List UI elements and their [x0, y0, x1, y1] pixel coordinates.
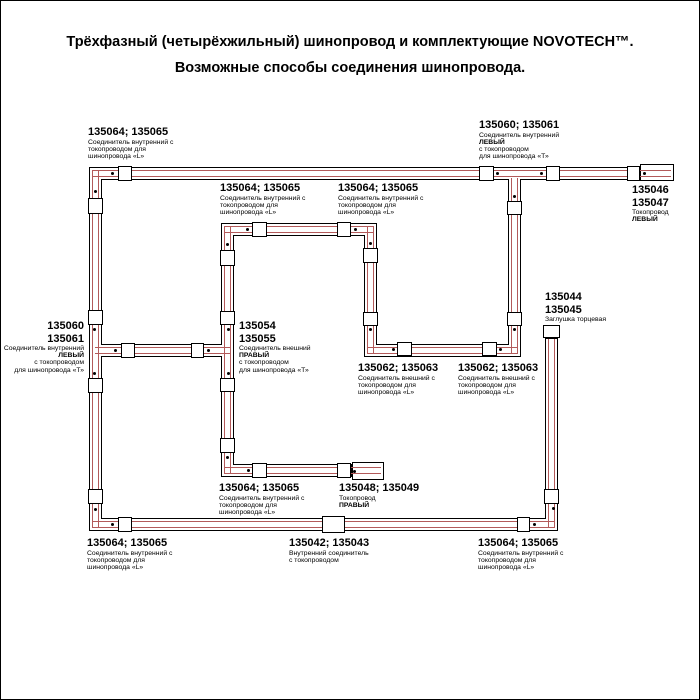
part-label: 135060 135061 Соединитель внутренний ЛЕВЫЙ с токопроводом для шинопровода «Т» [1, 320, 84, 374]
connector-box [220, 311, 235, 325]
connector-box [191, 343, 204, 358]
part-label: 135064; 135065 Соединитель внутренний с токопроводом для шинопровода «L» [220, 182, 306, 216]
part-number: 135054 [239, 320, 276, 332]
connection-dot [643, 172, 646, 175]
part-number: 135064; 135065 [220, 182, 301, 194]
connection-dot [227, 328, 230, 331]
part-number: 135061 [47, 332, 84, 345]
part-number: 135055 [239, 332, 276, 345]
part-number: 135060; 135061 [479, 119, 560, 131]
conductor-line [367, 226, 368, 353]
end-cap-fill [544, 326, 559, 337]
connector-box [88, 310, 103, 325]
conductor-line [373, 226, 374, 353]
connector-box [517, 517, 530, 532]
part-number: 135064; 135065 [88, 126, 169, 138]
connection-dot [246, 228, 249, 231]
conductor-line [92, 170, 93, 528]
connection-dot [496, 172, 499, 175]
part-label: 135062; 135063 Соединитель внешний с токопроводом для шинопровода «L» [358, 362, 439, 396]
connector-box [546, 166, 560, 181]
connector-box [220, 438, 235, 453]
connection-dot [93, 328, 96, 331]
connector-box [121, 343, 135, 358]
part-number: 135064; 135065 [219, 482, 300, 494]
connection-dot [207, 349, 210, 352]
part-label: 135064; 135065 Соединитель внутренний с токопроводом для шинопровода «L» [219, 482, 305, 516]
conductor-line [92, 170, 671, 171]
part-number: 135064; 135065 [478, 537, 559, 549]
part-label: 135060; 135061 Соединитель внутренний ЛЕВЫЙ с токопроводом для шинопровода «Т» [479, 119, 560, 161]
connector-box [88, 489, 103, 504]
title-line-1: Трёхфазный (четырёхжильный) шинопровод и комплектующие NOVOTECH™. [66, 34, 634, 50]
connector-box [337, 463, 351, 478]
conductor-line [98, 170, 99, 528]
part-label: 135064; 135065 Соединитель внутренний с токопроводом для шинопровода «L» [338, 182, 424, 216]
part-label: 135064; 135065 Соединитель внутренний с токопроводом для шинопровода «L» [87, 537, 173, 571]
connector-box [118, 517, 132, 532]
connection-dot [540, 172, 543, 175]
connection-dot [114, 349, 117, 352]
part-number: 135060 [47, 320, 84, 332]
connector-box [88, 198, 103, 214]
part-label: 135064; 135065 Соединитель внутренний с токопроводом для шинопровода «L» [88, 126, 174, 160]
conductor-line [224, 473, 381, 474]
conductor-line [95, 347, 230, 348]
connection-dot [353, 470, 356, 473]
connection-dot [93, 372, 96, 375]
part-number: 135044 [545, 291, 582, 303]
connection-dot [94, 508, 97, 511]
connector-box [220, 378, 235, 392]
page-title [1, 29, 699, 81]
part-label: 135054 135055 Соединитель внешний ПРАВЫЙ с токопроводом для шинопровода «Т» [239, 320, 311, 374]
connection-dot [369, 328, 372, 331]
part-number: 135042; 135043 [289, 537, 370, 549]
connector-box [252, 222, 267, 237]
connector-box [507, 201, 522, 215]
connection-dot [226, 243, 229, 246]
connector-box [322, 516, 345, 533]
connector-box [118, 166, 132, 181]
connector-box [482, 342, 497, 356]
part-label: 135064; 135065 Соединитель внутренний с токопроводом для шинопровода «L» [478, 537, 564, 571]
part-number: 135048; 135049 [339, 482, 420, 494]
part-number: 135046 [632, 184, 669, 196]
connection-dot [552, 507, 555, 510]
connector-box [363, 312, 378, 326]
part-number: 135045 [545, 303, 582, 316]
connector-box [252, 463, 267, 478]
part-number: 135062; 135063 [358, 362, 439, 374]
conductor-line [224, 467, 381, 468]
connection-dot [513, 195, 516, 198]
part-label: 135062; 135063 Соединитель внешний с токопроводом для шинопровода «L» [458, 362, 539, 396]
conductor-line [224, 226, 374, 227]
connection-dot [354, 228, 357, 231]
connection-dot [533, 523, 536, 526]
connection-dot [513, 328, 516, 331]
feed-connector-fill [353, 463, 383, 479]
conductor-line [95, 353, 230, 354]
connection-dot [392, 348, 395, 351]
connector-box [397, 342, 412, 356]
connection-dot [226, 456, 229, 459]
part-label: 135044 135045 Заглушка торцевая [545, 291, 607, 323]
connection-dot [94, 190, 97, 193]
connection-dot [111, 523, 114, 526]
part-label: 135046 135047 Токопровод ЛЕВЫЙ [632, 184, 669, 224]
part-number: 135047 [632, 196, 669, 209]
connector-box [88, 378, 103, 393]
connector-box [363, 248, 378, 263]
connection-dot [227, 372, 230, 375]
conductor-line [224, 232, 374, 233]
part-number: 135064; 135065 [338, 182, 419, 194]
connection-dot [247, 469, 250, 472]
connector-box [337, 222, 351, 237]
conductor-line [92, 176, 671, 177]
part-label: 135048; 135049 Токопровод ПРАВЫЙ [339, 482, 420, 509]
title-line-2: Возможные способы соединения шинопровода. [174, 60, 526, 76]
connection-dot [111, 172, 114, 175]
connector-box [627, 166, 640, 181]
part-number: 135064; 135065 [87, 537, 168, 549]
connection-dot [499, 348, 502, 351]
connector-box [479, 166, 494, 181]
part-number: 135062; 135063 [458, 362, 539, 374]
connector-box [220, 250, 235, 266]
part-label: 135042; 135043 Внутренний соединитель с токопроводом [289, 537, 370, 564]
connector-box [507, 312, 522, 326]
connector-box [544, 489, 559, 504]
connection-dot [369, 242, 372, 245]
